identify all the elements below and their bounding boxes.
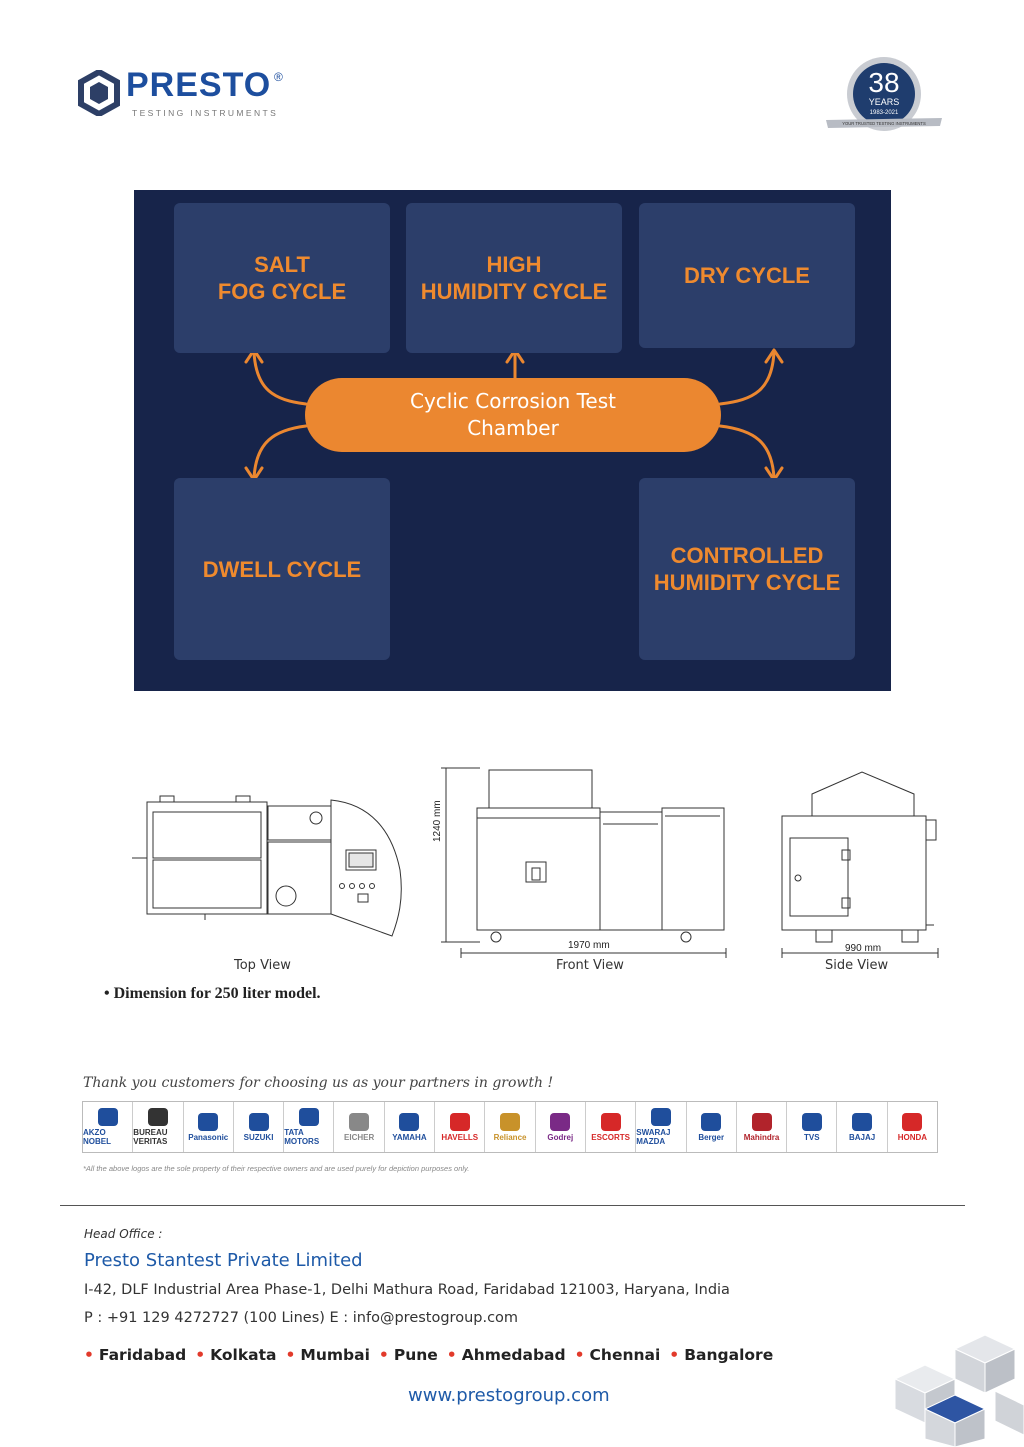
dwell-cycle-box: DWELL CYCLE [174, 478, 390, 660]
customer-logo-mark [651, 1108, 671, 1126]
city-name: Mumbai [300, 1346, 370, 1364]
customer-logo-mark [701, 1113, 721, 1131]
city-name: Chennai [589, 1346, 661, 1364]
customer-logo-mark [450, 1113, 470, 1131]
customer-logo-name: SUZUKI [243, 1132, 274, 1142]
customer-logo-mark [802, 1113, 822, 1131]
high-humidity-cycle-box: HIGH HUMIDITY CYCLE [406, 203, 622, 353]
customer-logo-name: ESCORTS [591, 1132, 630, 1142]
customer-logo-mark [299, 1108, 319, 1126]
customer-logo-mark [550, 1113, 570, 1131]
customer-logo-strip [82, 1101, 938, 1153]
anniversary-badge [822, 56, 946, 136]
front-view-label: Front View [556, 958, 624, 973]
top-view-drawing [132, 796, 401, 936]
customer-logo-mark [98, 1108, 118, 1126]
customer-logo-mark [752, 1113, 772, 1131]
cyclic-corrosion-chamber-label: Cyclic Corrosion Test Chamber [305, 378, 721, 452]
customer-logo [636, 1102, 686, 1152]
dimension-note: • Dimension for 250 liter model. [104, 985, 321, 1002]
customer-logo-name: Berger [698, 1132, 725, 1142]
registered-mark: ® [274, 70, 283, 84]
presto-logo [78, 68, 308, 120]
customer-logo [184, 1102, 234, 1152]
customer-logo-mark [601, 1113, 621, 1131]
city-item [575, 1346, 661, 1364]
office-address: I-42, DLF Industrial Area Phase-1, Delhi Mathura Road, Faridabad 121003, Haryana, India [84, 1282, 730, 1298]
customer-logo [284, 1102, 334, 1152]
company-name: Presto Stantest Private Limited [84, 1250, 363, 1271]
customer-logo-name: Godrej [547, 1132, 574, 1142]
city-item [195, 1346, 276, 1364]
city-name: Pune [393, 1346, 438, 1364]
bullet-icon: • [574, 1346, 585, 1364]
badge-unit: YEARS [868, 97, 900, 107]
customer-logo [737, 1102, 787, 1152]
bullet-icon: • [378, 1346, 389, 1364]
customer-logo-name: HONDA [897, 1132, 928, 1142]
city-name: Ahmedabad [461, 1346, 566, 1364]
badge-number: 38 [868, 67, 900, 98]
customer-logo-name: TATA MOTORS [284, 1128, 320, 1146]
customer-logo [586, 1102, 636, 1152]
customer-logo-mark [852, 1113, 872, 1131]
customer-logo-mark [148, 1108, 168, 1126]
logo-disclaimer: *All the above logos are the sole property of their respective owners and are used purely for depiction purposes only. [83, 1164, 470, 1173]
brand-name: PRESTO [126, 66, 272, 104]
customer-logo-name: SWARAJ MAZDA [636, 1128, 671, 1146]
customer-logo-mark [249, 1113, 269, 1131]
customer-logo [888, 1102, 937, 1152]
customer-logo [837, 1102, 887, 1152]
bullet-icon: • [195, 1346, 206, 1364]
head-office-label: Head Office : [84, 1227, 163, 1241]
footer-divider [60, 1205, 965, 1206]
customer-logo-mark [198, 1113, 218, 1131]
customers-thanks: Thank you customers for choosing us as your partners in growth ! [83, 1075, 554, 1091]
customer-logo-name: BUREAU VERITAS [133, 1128, 168, 1146]
customer-logo [687, 1102, 737, 1152]
depth-dimension: 990 mm [845, 943, 882, 954]
city-item [84, 1346, 186, 1364]
customer-logo-mark [349, 1113, 369, 1131]
salt-fog-cycle-box: SALT FOG CYCLE [174, 203, 390, 353]
customer-logo [133, 1102, 183, 1152]
customer-logo-name: AKZO NOBEL [83, 1128, 111, 1146]
customer-logo-name: Reliance [493, 1132, 527, 1142]
website-link[interactable]: www.prestogroup.com [408, 1385, 610, 1406]
front-view-drawing [441, 768, 726, 958]
city-item [669, 1346, 773, 1364]
customer-logo [435, 1102, 485, 1152]
dry-cycle-box: DRY CYCLE [639, 203, 855, 348]
side-view-drawing [782, 772, 938, 958]
badge-ribbon-text: YOUR TRUSTED TESTING INSTRUMENTS [842, 121, 926, 126]
customer-logo-name: BAJAJ [848, 1132, 876, 1142]
cycle-diagram [134, 190, 891, 691]
customer-logo [787, 1102, 837, 1152]
city-item [286, 1346, 370, 1364]
customer-logo [536, 1102, 586, 1152]
city-name: Kolkata [210, 1346, 277, 1364]
top-view-label: Top View [234, 958, 291, 973]
customer-logo [83, 1102, 133, 1152]
presto-hexagon-icon [78, 70, 120, 116]
side-view-label: Side View [825, 958, 889, 973]
decorative-cubes [895, 1335, 1024, 1447]
customer-logo-name: Panasonic [188, 1132, 229, 1142]
customer-logo [485, 1102, 535, 1152]
city-name: Bangalore [684, 1346, 774, 1364]
badge-period: 1983-2021 [869, 110, 899, 116]
city-item [379, 1346, 438, 1364]
customer-logo [334, 1102, 384, 1152]
city-list [84, 1346, 782, 1364]
bullet-icon: • [669, 1346, 680, 1364]
customer-logo-name: TVS [804, 1132, 820, 1142]
customer-logo-name: Mahindra [743, 1132, 780, 1142]
city-item [447, 1346, 566, 1364]
customer-logo-mark [399, 1113, 419, 1131]
bullet-icon: • [84, 1346, 94, 1364]
customer-logo-mark [500, 1113, 520, 1131]
width-dimension: 1970 mm [568, 940, 610, 951]
customer-logo-name: YAMAHA [392, 1132, 427, 1142]
bullet-icon: • [285, 1346, 296, 1364]
city-name: Faridabad [98, 1346, 187, 1364]
bullet-icon: • [446, 1346, 457, 1364]
brand-tagline: TESTING INSTRUMENTS [132, 108, 279, 118]
controlled-humidity-cycle-box: CONTROLLED HUMIDITY CYCLE [639, 478, 855, 660]
contact-info: P : +91 129 4272727 (100 Lines) E : info@prestogroup.com [84, 1310, 519, 1326]
customer-logo-name: EICHER [344, 1132, 375, 1142]
customer-logo-mark [902, 1113, 922, 1131]
customer-logo [234, 1102, 284, 1152]
customer-logo-name: HAVELLS [441, 1132, 479, 1142]
customer-logo [385, 1102, 435, 1152]
